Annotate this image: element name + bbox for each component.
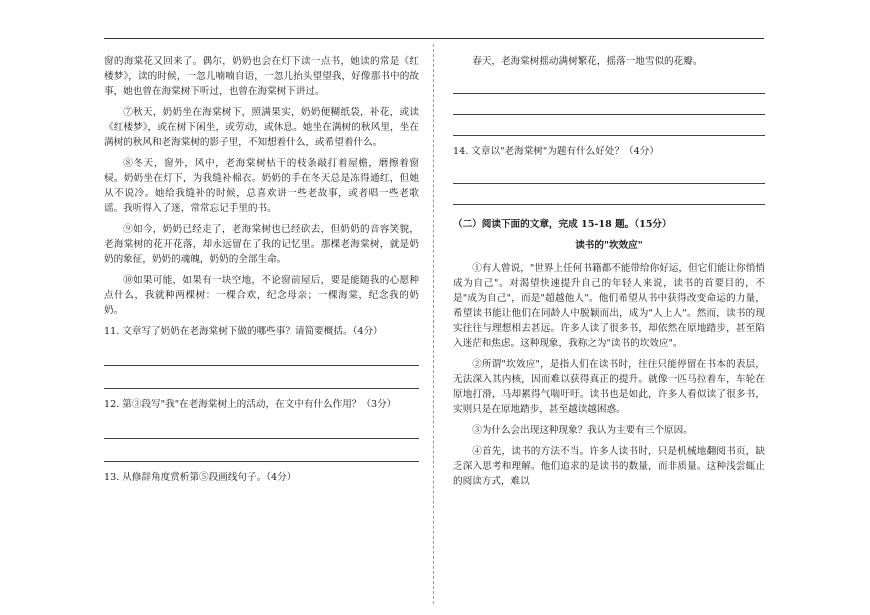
- paragraph: ③为什么会出现这种现象？我认为主要有三个原因。: [472, 425, 693, 436]
- answer-line[interactable]: [104, 368, 419, 389]
- column-divider: [433, 44, 434, 604]
- answer-line[interactable]: [453, 165, 765, 184]
- top-rule: [104, 38, 764, 39]
- answer-line[interactable]: [104, 345, 419, 366]
- paragraph: ①有人曾说，"世界上任何书籍都不能带给你好运，但它们能让你悄悄成为自己"。对渴望快速提升自己的年轻人来说，读书的首要目的，不是"成为自己"，而是"超越他人"。他们希望从书中获得改变命运的力量，希望读书能让他们在同龄人中脱颖而出，成为"人上人"。然而，读书的现实往往与理想相去甚远。许多人读了很多书，却依然在原地踏步，甚至陷入迷茫和焦虑。这种现象，我称之为"读书的坎效应"。: [453, 263, 765, 349]
- answer-line[interactable]: [104, 418, 419, 439]
- article-title: 读书的"坎效应": [575, 240, 643, 251]
- question-14: 14. 文章以"老海棠树"为题有什么好处？（4分）: [453, 146, 659, 157]
- answer-line[interactable]: [453, 96, 765, 115]
- paragraph: ④首先，读书的方法不当。许多人读书时，只是机械地翻阅书页，缺乏深入思考和理解。他们追求的是读书的数量，而非质量。这种浅尝辄止的阅读方式，难以: [453, 446, 765, 487]
- answer-line[interactable]: [453, 117, 765, 136]
- right-column: [453, 54, 765, 495]
- paragraph: ⑧冬天，窗外，风中，老海棠树枯干的枝条敲打着屋檐，磨擦着窗棂。奶奶坐在灯下，为我缝补棉衣。奶奶的手在冬天总是冻得通红，但她从不说冷。她给我缝补的时候，总喜欢讲一些老故事，或者唱一些老歌谣。我听得入了迷，常常忘记手里的书。: [104, 158, 419, 214]
- answer-line[interactable]: [453, 75, 765, 94]
- answer-line[interactable]: [453, 186, 765, 205]
- question-12: 12. 第③段写"我"在老海棠树上的活动，在文中有什么作用？（3分）: [104, 399, 397, 410]
- paragraph: ⑦秋天，奶奶坐在海棠树下，照满果实，奶奶便糊纸袋，补花，或读《红楼梦》，或在树下闲坐，或劳动，或休息。她坐在满树的秋风里，坐在满树的秋风和老海棠树的影子里，不知想着什么，或希望着什么。: [104, 107, 419, 148]
- paragraph: 窗的海棠花又回来了。偶尔，奶奶也会在灯下读一点书，她读的常是《红楼梦》，读的时候，一忽儿喃喃自语，一忽儿抬头望望我，好像那书中的故事，她也曾在海棠树下听过，也曾在海棠树下讲过。: [104, 56, 419, 97]
- answer-line[interactable]: [104, 441, 419, 462]
- question-11: 11. 文章写了奶奶在老海棠树下做的哪些事？请简要概括。（4分）: [104, 326, 383, 337]
- left-column: [104, 54, 419, 491]
- question-13: 13. 从修辞角度赏析第⑤段画线句子。（4分）: [104, 472, 297, 483]
- paragraph: ⑨如今，奶奶已经走了，老海棠树也已经砍去，但奶奶的音容笑貌，老海棠树的花开花落，却永远留在了我的记忆里。那棵老海棠树，就是奶奶的象征，奶奶的魂魄，奶奶的全部生命。: [104, 224, 419, 265]
- q13-quoted-text: 春天，老海棠树摇动满树繁花，摇落一地雪似的花瓣。: [472, 56, 703, 67]
- section-heading: （二）阅读下面的文章，完成 15-18 题。（15分）: [453, 219, 672, 230]
- paragraph: ②所谓"坎效应"，是指人们在读书时，往往只能停留在书本的表层，无法深入其内核，因而难以获得真正的提升。就像一匹马拉着车，车轮在原地打滑，马却累得气喘吁吁。读书也是如此，许多人看似读了很多书，实则只是在原地踏步，甚至越读越困惑。: [453, 359, 765, 415]
- paragraph: ⑩如果可能，如果有一块空地，不论窗前屋后，要是能随我的心愿种点什么，我就种两棵树：一棵合欢，纪念母亲；一棵海棠，纪念我的奶奶。: [104, 275, 419, 316]
